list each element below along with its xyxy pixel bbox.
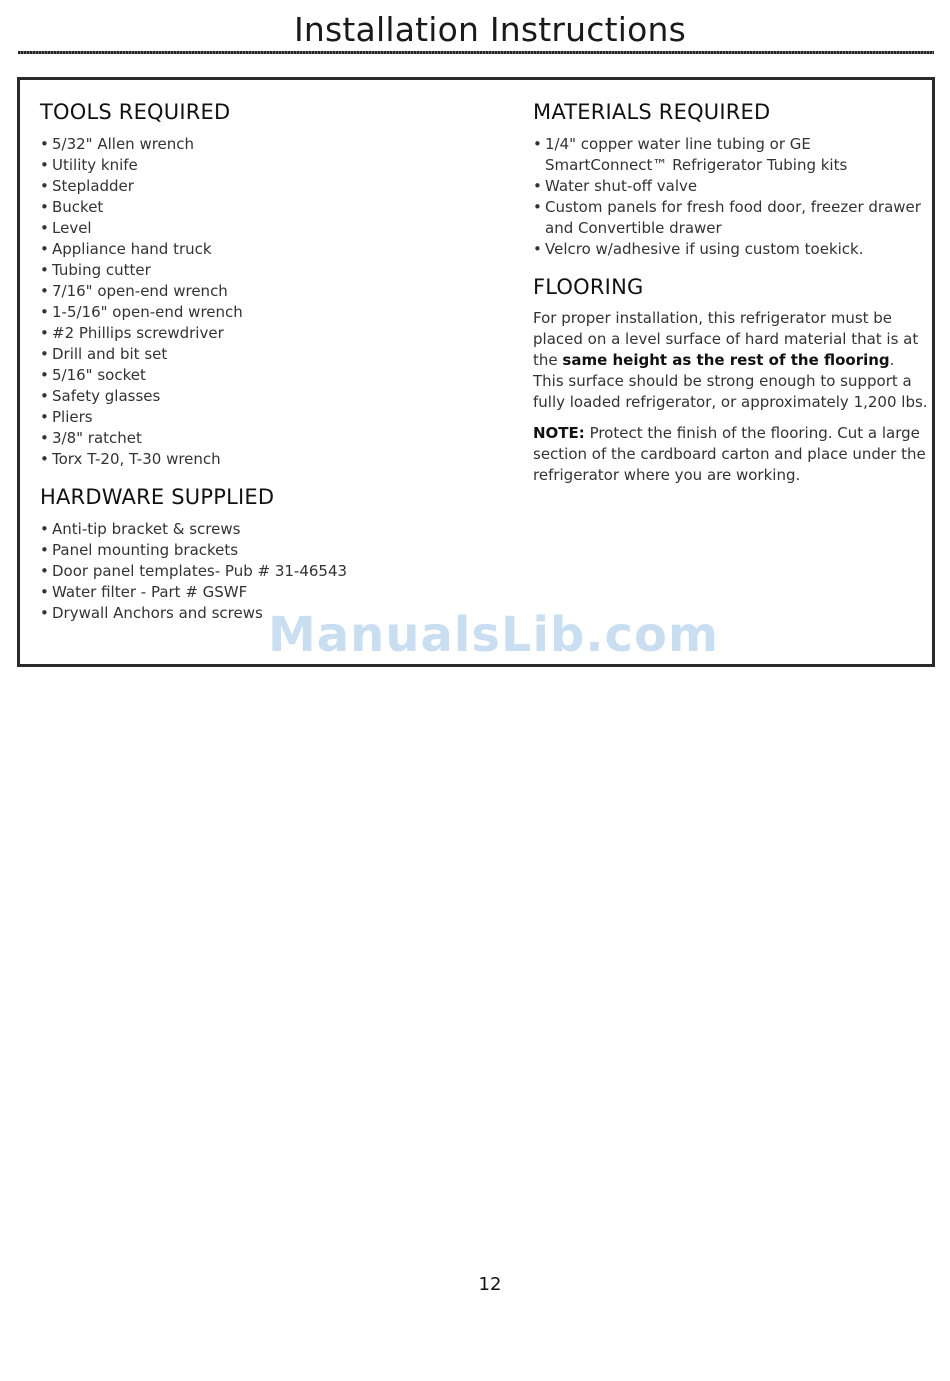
list-item: [40, 407, 510, 428]
list-item-text: 5/16" socket: [52, 366, 146, 384]
list-item: [40, 302, 510, 323]
list-item: [40, 197, 510, 218]
list-item: [40, 155, 510, 176]
bullet-icon: •: [40, 282, 49, 300]
page-number: 12: [478, 1274, 502, 1295]
bullet-icon: •: [533, 240, 542, 258]
tools-heading: TOOLS REQUIRED: [40, 100, 231, 124]
flooring-text-2: . This surface should be strong enough to support a fully loaded refrigerator, or approximately 1,200 lbs.: [533, 351, 928, 411]
list-item: [533, 176, 928, 197]
flooring-emphasis: same height as the rest of the flooring: [562, 351, 890, 369]
bullet-icon: •: [40, 156, 49, 174]
list-item-text: Water filter - Part # GSWF: [52, 583, 248, 601]
list-item: [40, 365, 510, 386]
flooring-text-1: For proper installation, this refrigerator must be placed on a level surface of hard material that is at the: [533, 309, 919, 369]
list-item: [40, 449, 510, 470]
list-item-text: 7/16" open-end wrench: [52, 282, 228, 300]
list-item: [40, 239, 510, 260]
page-title: Installation Instructions: [293, 10, 687, 49]
bullet-icon: •: [40, 450, 49, 468]
list-item-text: Velcro w/adhesive if using custom toekick.: [545, 240, 864, 258]
left-column: [40, 80, 510, 624]
bullet-icon: •: [40, 345, 49, 363]
watermark: ManualsLib.com: [268, 607, 719, 663]
list-item-text: #2 Phillips screwdriver: [52, 324, 224, 342]
bullet-icon: •: [533, 135, 542, 153]
bullet-icon: •: [40, 583, 49, 601]
hardware-heading: HARDWARE SUPPLIED: [40, 485, 275, 509]
list-item: [533, 197, 928, 239]
flooring-heading: FLOORING: [533, 275, 644, 299]
bullet-icon: •: [40, 135, 49, 153]
bullet-icon: •: [40, 198, 49, 216]
list-item: [40, 561, 510, 582]
bullet-icon: •: [40, 387, 49, 405]
list-item: [40, 218, 510, 239]
bullet-icon: •: [40, 324, 49, 342]
bullet-icon: •: [40, 408, 49, 426]
note-label: NOTE:: [533, 424, 585, 442]
materials-heading: MATERIALS REQUIRED: [533, 100, 771, 124]
bullet-icon: •: [533, 198, 542, 216]
list-item-text: 3/8" ratchet: [52, 429, 142, 447]
list-item-text: Custom panels for fresh food door, freezer drawer and Convertible drawer: [545, 198, 921, 237]
list-item-text: Stepladder: [52, 177, 134, 195]
list-item: [40, 260, 510, 281]
list-item-text: Safety glasses: [52, 387, 161, 405]
list-item-text: Pliers: [52, 408, 93, 426]
list-item-text: Drill and bit set: [52, 345, 168, 363]
bullet-icon: •: [40, 240, 49, 258]
list-item-text: 5/32" Allen wrench: [52, 135, 195, 153]
list-item-text: Door panel templates- Pub # 31-46543: [52, 562, 348, 580]
list-item-text: 1/4" copper water line tubing or GE SmartConnect™ Refrigerator Tubing kits: [545, 135, 848, 174]
list-item-text: Bucket: [52, 198, 104, 216]
bullet-icon: •: [40, 303, 49, 321]
list-item: [40, 386, 510, 407]
list-item: [40, 176, 510, 197]
right-column: [533, 80, 928, 486]
bullet-icon: •: [40, 261, 49, 279]
list-item: [533, 134, 928, 176]
list-item: [40, 134, 510, 155]
flooring-note: [533, 423, 928, 486]
list-item-text: Utility knife: [52, 156, 138, 174]
list-item-text: 1-5/16" open-end wrench: [52, 303, 243, 321]
bullet-icon: •: [533, 177, 542, 195]
list-item: [40, 281, 510, 302]
list-item: [40, 344, 510, 365]
list-item-text: Appliance hand truck: [52, 240, 212, 258]
content-box: [17, 77, 935, 667]
list-item-text: Level: [52, 219, 92, 237]
flooring-paragraph: [533, 308, 928, 413]
tools-list: [40, 134, 510, 470]
bullet-icon: •: [40, 429, 49, 447]
materials-list: [533, 134, 928, 260]
bullet-icon: •: [40, 219, 49, 237]
list-item: [40, 540, 510, 561]
list-item: [533, 239, 928, 260]
bullet-icon: •: [40, 520, 49, 538]
list-item-text: Tubing cutter: [52, 261, 151, 279]
bullet-icon: •: [40, 604, 49, 622]
note-text: Protect the finish of the flooring. Cut a large section of the cardboard carton and place under the refrigerator where you are working.: [533, 424, 926, 484]
list-item-text: Drywall Anchors and screws: [52, 604, 263, 622]
list-item-text: Torx T-20, T-30 wrench: [52, 450, 221, 468]
list-item: [40, 323, 510, 344]
list-item-text: Anti-tip bracket & screws: [52, 520, 241, 538]
bullet-icon: •: [40, 541, 49, 559]
list-item-text: Panel mounting brackets: [52, 541, 239, 559]
title-rule: [18, 51, 934, 54]
list-item-text: Water shut-off valve: [545, 177, 698, 195]
list-item: [40, 519, 510, 540]
bullet-icon: •: [40, 562, 49, 580]
list-item: [40, 428, 510, 449]
bullet-icon: •: [40, 177, 49, 195]
list-item: [40, 582, 510, 603]
bullet-icon: •: [40, 366, 49, 384]
